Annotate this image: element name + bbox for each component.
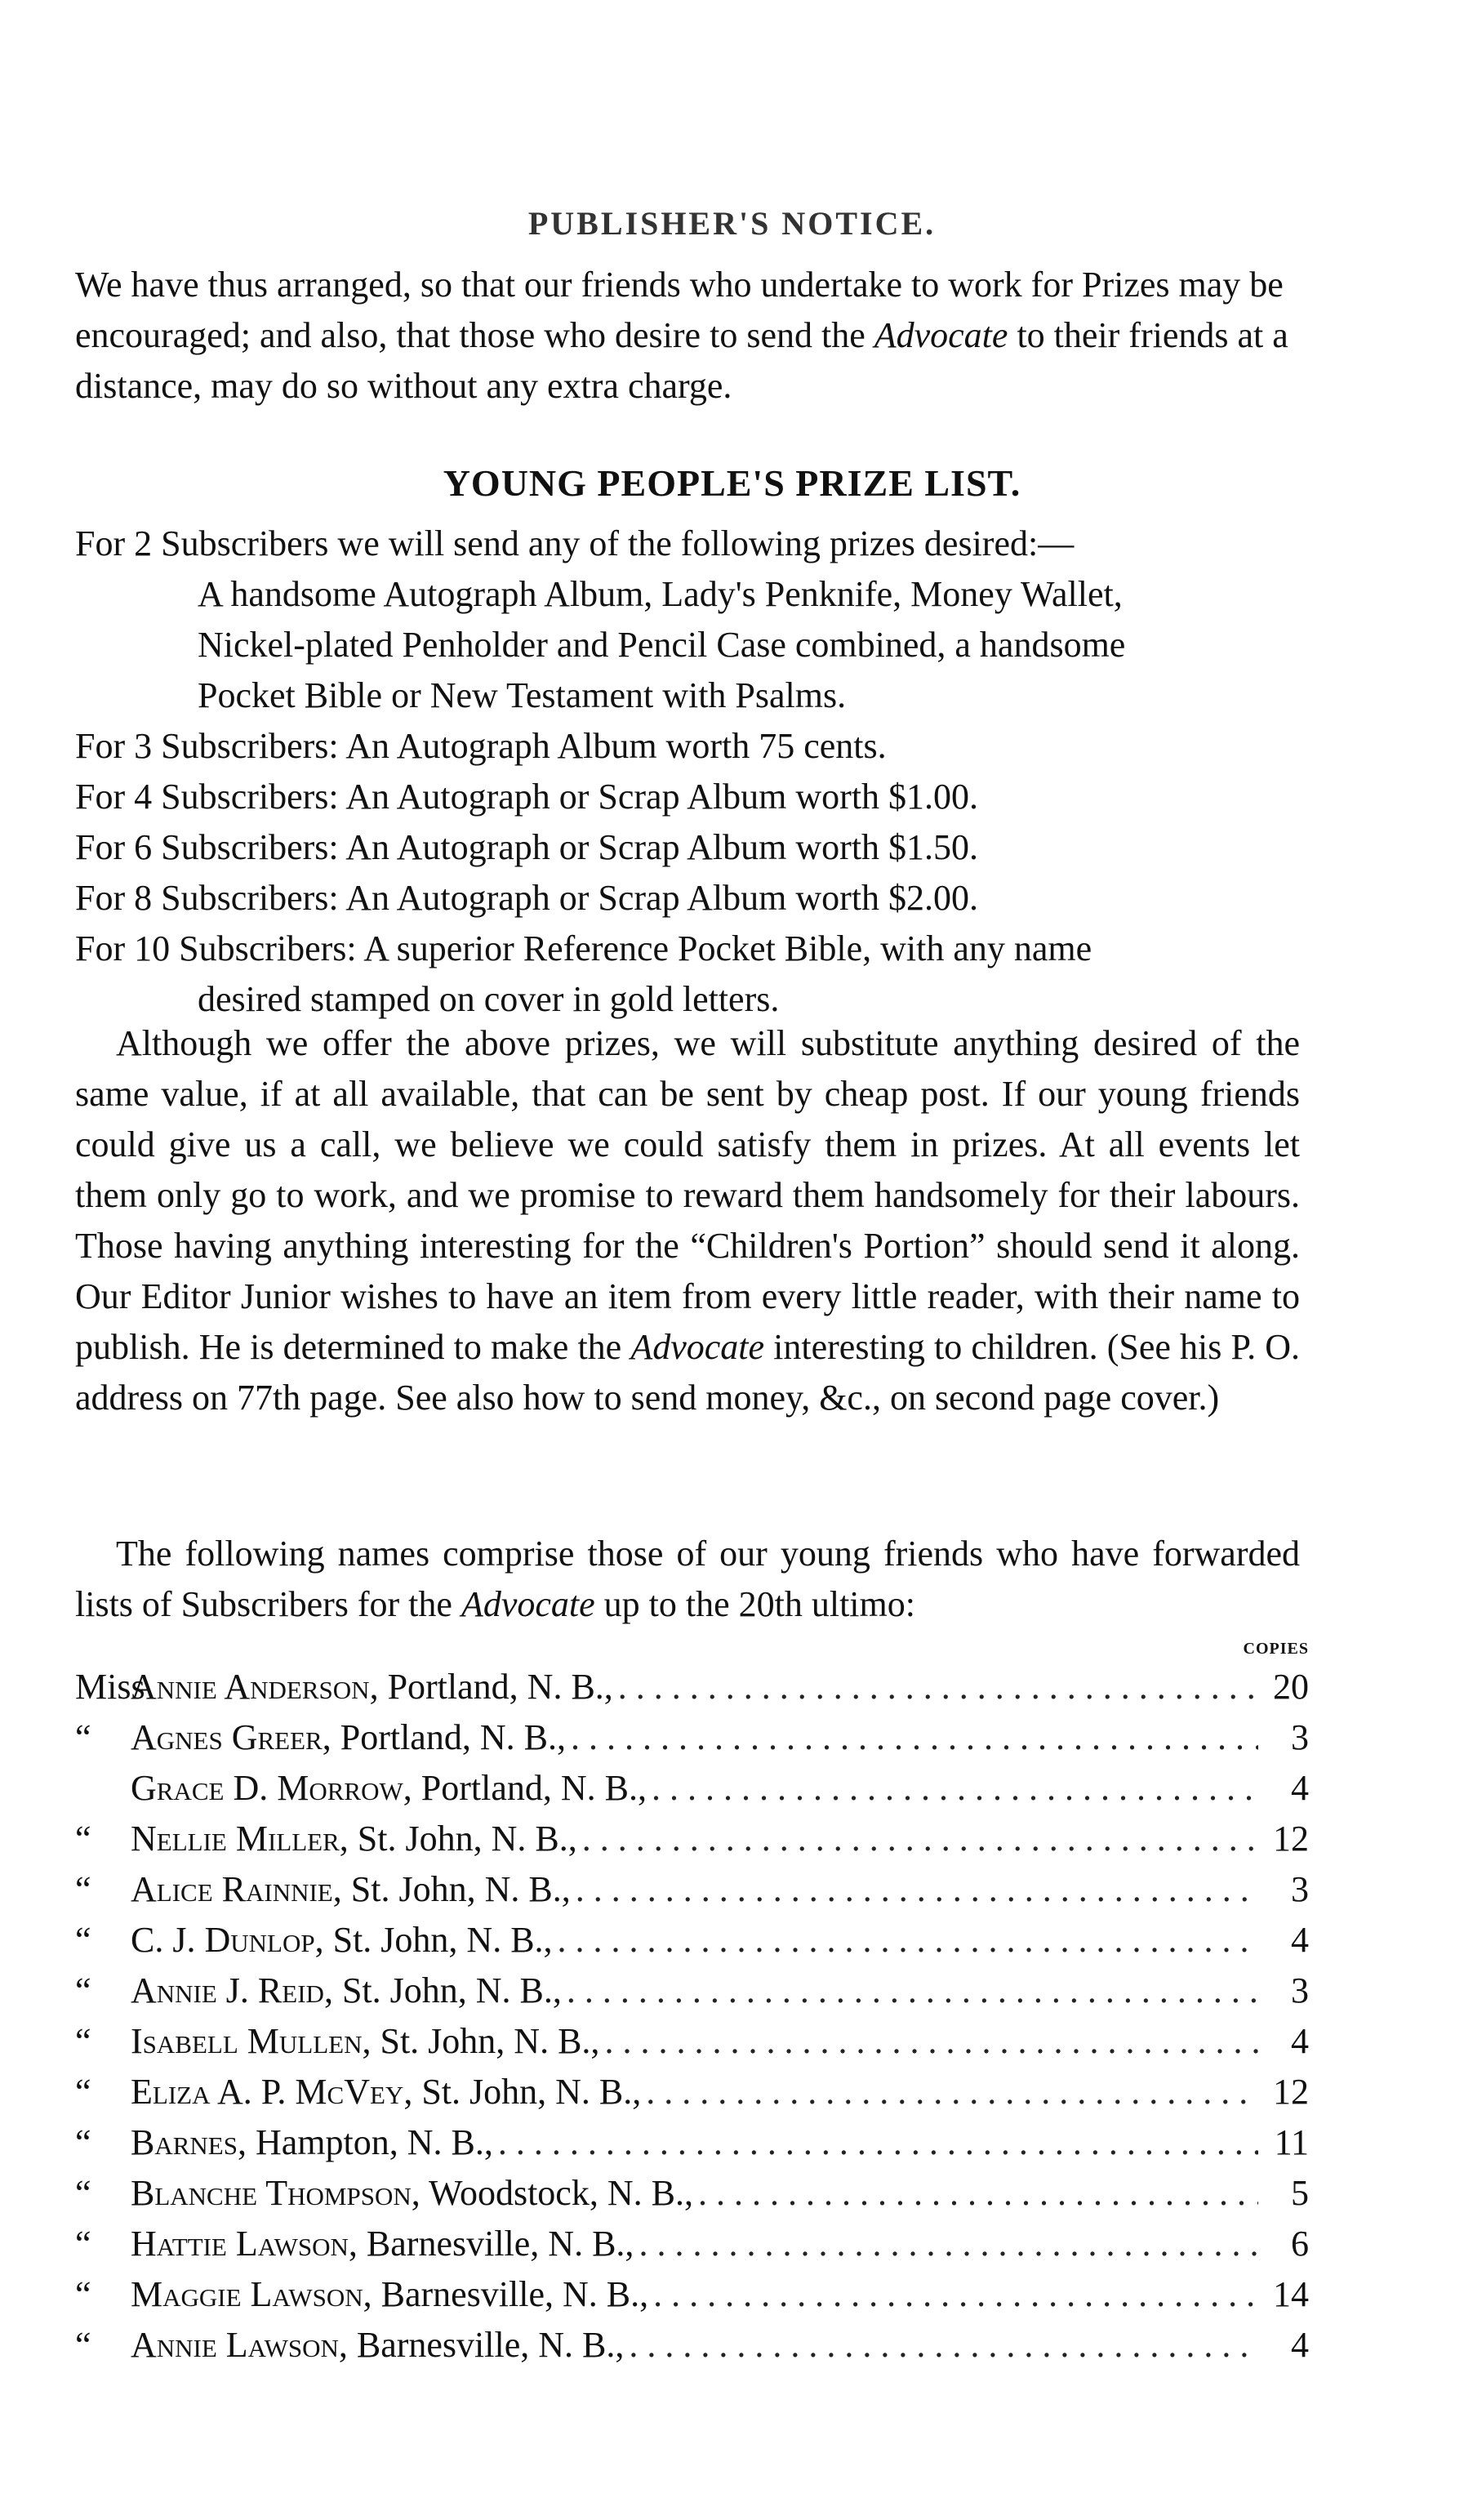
dot-leader [698,2172,1258,2214]
dot-leader [652,1767,1258,1809]
subscriber-copies: 12 [1273,2072,1309,2112]
subscriber-copies: 12 [1273,1819,1309,1859]
paragraph-1-text-1: Although we offer the above prizes, we will substitute anything desired of the same value, if at all available, that can be sent by cheap post. If our young friends could give us a call, we believe we could satisfy them in prizes. At all events let them only go to work, and we promise to reward them handsomely for their labours. Those having anything interesting for the “Children's Portion” should send it along. Our Editor Junior wishes to have an item from every little reader, with their name to publish. He is determined to make the [75,1023,1300,1367]
subscriber-row [75,2122,1309,2172]
subscriber-row [75,1919,1309,1970]
subscriber-location: , Barnesville, N. B., [363,2274,649,2314]
subscriber-name: Isabell Mullen [131,2021,363,2061]
subscriber-location: , Portland, N. B., [322,1717,566,1757]
paragraph-names-intro [75,1529,1300,1630]
subscriber-mark: “ [75,2325,91,2365]
subscriber-location: , Barnesville, N. B., [348,2224,634,2264]
subscriber-row [75,1666,1309,1716]
paragraph-1-advocate: Advocate [630,1327,765,1367]
subscriber-row [75,1716,1309,1767]
subscriber-copies: 3 [1291,1970,1309,2010]
subscriber-location: , St. John, N. B., [403,2072,642,2112]
subscriber-name: Barnes [131,2122,238,2162]
subscriber-mark: “ [75,2072,91,2112]
subscriber-row [75,2020,1309,2071]
subscriber-mark: Miss [75,1667,145,1707]
prize-list-title: YOUNG PEOPLE'S PRIZE LIST. [443,462,1021,504]
subscriber-mark: “ [75,1717,91,1757]
subscriber-name: Alice Rainnie [131,1869,333,1909]
copies-column-label: COPIES [1243,1640,1309,1658]
subscriber-location: , Barnesville, N. B., [338,2325,625,2365]
subscriber-name: Nellie Miller [131,1819,340,1859]
dot-leader [646,2071,1258,2113]
subscriber-copies: 4 [1291,2325,1309,2365]
subscriber-location: , St. John, N. B., [362,2021,600,2061]
subscriber-row [75,1868,1309,1919]
subscriber-mark: “ [75,2224,91,2264]
subscriber-name: Maggie Lawson [131,2274,363,2314]
paragraph-2-text-2: up to the 20th ultimo: [594,1584,915,1624]
prize-line-2-item-1: A handsome Autograph Album, Lady's Penknife, Money Wallet, [198,574,1123,614]
dot-leader [639,2223,1258,2264]
subscriber-row [75,2071,1309,2122]
subscriber-copies: 20 [1273,1667,1309,1707]
subscriber-copies: 4 [1291,1920,1309,1960]
subscriber-location: , Portland, N. B., [403,1768,647,1808]
prize-line-10: For 10 Subscribers: A superior Reference Pocket Bible, with any name [75,928,1092,968]
dot-leader [567,1970,1258,2011]
dot-leader [576,1868,1258,1910]
subscriber-row [75,1818,1309,1868]
subscriber-mark: “ [75,2173,91,2213]
subscriber-mark: “ [75,1970,91,2010]
notice-advocate: Advocate [874,315,1008,355]
subscriber-location: , Hampton, N. B., [237,2122,493,2162]
subscriber-row [75,2273,1309,2324]
subscriber-name: C. J. Dunlop [131,1920,315,1960]
subscriber-copies: 11 [1274,2122,1309,2162]
subscriber-mark: “ [75,1819,91,1859]
notice-paragraph [75,260,1316,412]
subscriber-copies: 14 [1273,2274,1309,2314]
subscriber-name: Annie Anderson [131,1667,370,1707]
dot-leader [558,1919,1258,1961]
notice-text-1: We have thus arranged, so that our friends who undertake to work for Prizes may be encouraged; and also, that those who desire to send the [75,265,1284,355]
prize-line-2-item-3: Pocket Bible or New Testament with Psalms. [198,675,847,715]
prize-line-3: For 3 Subscribers: An Autograph Album worth 75 cents. [75,726,887,766]
dot-leader [629,2324,1258,2366]
prize-list [75,519,1300,1025]
paragraph-substitution [75,1018,1300,1423]
notice-text [75,260,1316,412]
prize-line-4: For 4 Subscribers: An Autograph or Scrap Album worth $1.00. [75,777,979,817]
subscriber-mark: “ [75,1869,91,1909]
subscriber-copies: 3 [1291,1869,1309,1909]
subscriber-location: , Woodstock, N. B., [411,2173,693,2213]
subscriber-copies: 5 [1291,2173,1309,2213]
prize-line-6: For 6 Subscribers: An Autograph or Scrap Album worth $1.50. [75,827,979,867]
prize-line-10-cont: desired stamped on cover in gold letters. [198,979,780,1019]
subscriber-row [75,2324,1309,2375]
prize-line-2: For 2 Subscribers we will send any of the following prizes desired:— [75,523,1075,563]
subscriber-mark: “ [75,2021,91,2061]
subscriber-name: Grace D. Morrow [131,1768,403,1808]
paragraph-1-text-2: interesting to children. (See his P. O. address on 77th page. See also how to send money, &c., on second page cover.) [75,1327,1300,1418]
subscriber-name: Annie Lawson [131,2325,339,2365]
subscriber-location: , St. John, N. B., [314,1920,553,1960]
dot-leader [498,2122,1258,2163]
subscriber-location: , Portland, N. B., [369,1667,613,1707]
subscriber-copies: 4 [1291,2021,1309,2061]
subscriber-name: Hattie Lawson [131,2224,349,2264]
paragraph-2-advocate: Advocate [461,1584,595,1624]
dot-leader [618,1666,1258,1707]
prize-line-8: For 8 Subscribers: An Autograph or Scrap Album worth $2.00. [75,878,979,918]
prize-line-2-item-2: Nickel-plated Penholder and Pencil Case combined, a handsome [198,625,1126,665]
subscriber-row [75,2223,1309,2273]
paragraph-2-text-1: The following names comprise those of our young friends who have forwarded lists of Subscribers for the [75,1534,1300,1624]
subscriber-name: Eliza A. P. McVey [131,2072,404,2112]
subscriber-name: Blanche Thompson [131,2173,412,2213]
dot-leader [582,1818,1258,1859]
subscriber-row [75,2172,1309,2223]
dot-leader [653,2273,1258,2315]
dot-leader [571,1716,1258,1758]
subscriber-name: Agnes Greer [131,1717,323,1757]
subscriber-mark: “ [75,1920,91,1960]
subscriber-list [75,1666,1309,2375]
dot-leader [604,2020,1258,2062]
subscriber-copies: 4 [1291,1768,1309,1808]
subscriber-location: , St. John, N. B., [323,1970,562,2010]
subscriber-location: , St. John, N. B., [332,1869,571,1909]
subscriber-location: , St. John, N. B., [339,1819,577,1859]
subscriber-copies: 3 [1291,1717,1309,1757]
subscriber-row [75,1970,1309,2020]
subscriber-name: Annie J. Reid [131,1970,324,2010]
subscriber-copies: 6 [1291,2224,1309,2264]
notice-text-2: to their friends at a distance, may do so without any extra charge. [75,315,1288,406]
subscriber-row [75,1767,1309,1818]
notice-title: PUBLISHER'S NOTICE. [527,205,937,242]
subscriber-mark: “ [75,2274,91,2314]
subscriber-mark: “ [75,2122,91,2162]
